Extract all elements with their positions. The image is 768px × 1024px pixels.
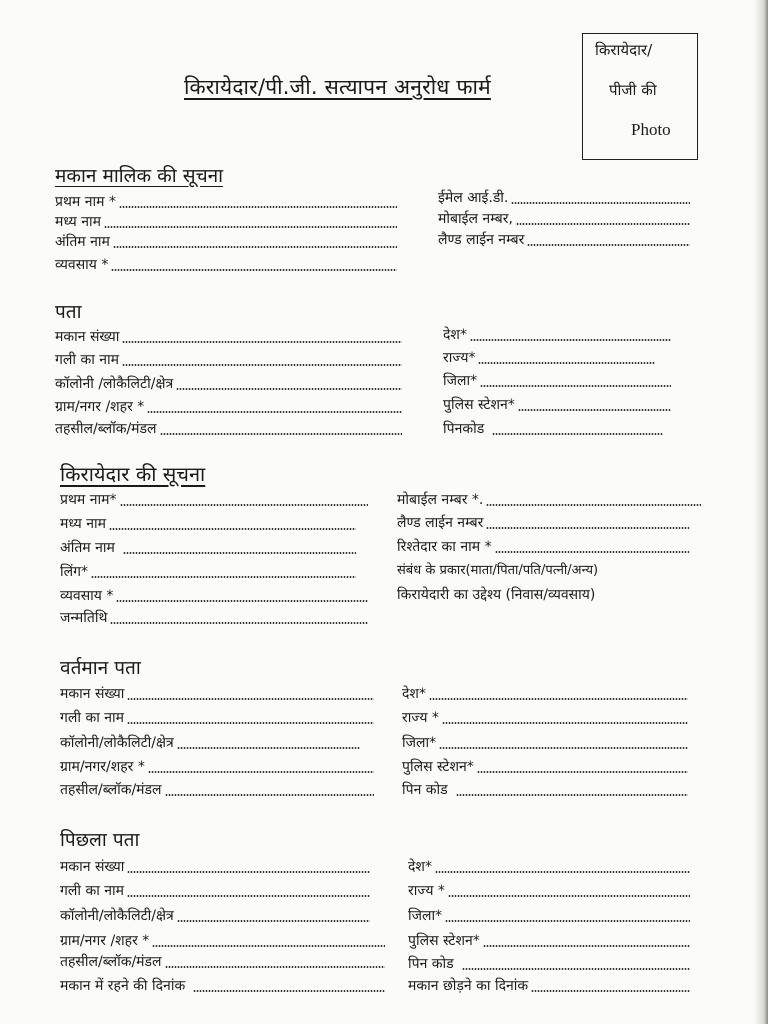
field-label: ग्राम/नगर/शहर * — [60, 759, 145, 775]
section-heading-current-address: वर्तमान पता — [60, 657, 141, 679]
field-tenant-mobile[interactable] — [397, 490, 701, 510]
field-tenant-relative-name[interactable] — [397, 537, 689, 557]
field-previous-pincode[interactable] — [408, 954, 690, 974]
field-label: ग्राम/नगर /शहर * — [55, 399, 145, 415]
field-landlord-email[interactable] — [438, 188, 690, 208]
field-label: पिन कोड — [408, 956, 454, 972]
field-label: मकान संख्या — [55, 329, 120, 345]
photo-box — [582, 33, 698, 160]
field-label: कॉलोनी/लोकैलिटी/क्षेत्र — [60, 735, 174, 751]
field-label: रिश्तेदार का नाम * — [397, 539, 492, 555]
field-address-district[interactable] — [443, 371, 671, 391]
field-label: मकान में रहने की दिनांक — [60, 978, 186, 994]
field-current-police-station[interactable] — [402, 757, 688, 777]
field-address-village[interactable] — [55, 397, 402, 417]
field-tenant-purpose[interactable] — [397, 585, 697, 605]
photo-box-line2: पीजी की — [609, 81, 657, 99]
section-heading-address: पता — [55, 301, 82, 323]
field-label: मकान संख्या — [60, 686, 125, 702]
photo-box-line1: किरायेदार/ — [595, 41, 653, 59]
form-title: किरायेदार/पी.जी. सत्यापन अनुरोध फार्म — [184, 75, 491, 99]
field-previous-residence-date[interactable] — [60, 976, 385, 996]
field-address-state[interactable] — [443, 348, 655, 368]
field-label: संबंध के प्रकार(माता/पिता/पति/पत्नी/अन्य) — [397, 563, 599, 578]
field-current-street[interactable] — [60, 708, 374, 728]
field-tenant-middle-name[interactable] — [60, 514, 356, 534]
field-label: तहसील/ब्लॉक/मंडल — [60, 954, 162, 970]
section-heading-landlord: मकान मालिक की सूचना — [55, 165, 224, 187]
field-label: पुलिस स्टेशन* — [443, 397, 515, 413]
field-current-district[interactable] — [402, 733, 688, 753]
field-previous-village[interactable] — [60, 931, 385, 951]
field-tenant-dob[interactable] — [60, 608, 368, 628]
field-label: ईमेल आई.डी. — [438, 190, 509, 206]
field-label: कॉलोनी /लोकैलिटी/क्षेत्र — [55, 376, 174, 392]
field-tenant-last-name[interactable] — [60, 538, 356, 558]
field-label: कॉलोनी/लोकैलिटी/क्षेत्र — [60, 908, 174, 924]
field-label: प्रथम नाम * — [55, 194, 116, 210]
field-label: तहसील/ब्लॉक/मंडल — [55, 421, 157, 437]
field-label: जिला* — [402, 735, 437, 751]
field-label: गली का नाम — [55, 352, 120, 368]
field-current-country[interactable] — [402, 684, 688, 704]
field-current-state[interactable] — [402, 708, 688, 728]
field-previous-house-number[interactable] — [60, 857, 370, 877]
field-previous-colony[interactable] — [60, 906, 370, 926]
field-address-house-number[interactable] — [55, 327, 402, 347]
field-label: लिंग* — [60, 564, 88, 580]
field-label: जिला* — [408, 908, 443, 924]
field-label: गली का नाम — [60, 710, 125, 726]
field-tenant-gender[interactable] — [60, 562, 356, 582]
field-label: मोबाईल नम्बर *. — [397, 492, 484, 508]
field-label: किरायेदारी का उद्देश्य (निवास/व्यवसाय) — [397, 587, 596, 603]
section-heading-previous-address: पिछला पता — [60, 829, 140, 851]
field-label: मकान संख्या — [60, 859, 125, 875]
scan-edge — [754, 0, 768, 1024]
field-address-police-station[interactable] — [443, 395, 671, 415]
field-label: मध्य नाम — [60, 516, 106, 532]
field-label: राज्य* — [443, 350, 476, 366]
field-label: व्यवसाय * — [60, 588, 114, 604]
field-label: राज्य * — [408, 883, 445, 899]
field-label: देश* — [443, 327, 467, 343]
field-current-house-number[interactable] — [60, 684, 374, 704]
field-tenant-landline[interactable] — [397, 513, 689, 533]
field-tenant-relation-type[interactable] — [397, 561, 697, 581]
field-label: ग्राम/नगर /शहर * — [60, 933, 150, 949]
field-landlord-first-name[interactable] — [55, 192, 397, 212]
photo-box-line3: Photo — [631, 120, 671, 139]
field-address-tehsil[interactable] — [55, 419, 402, 439]
field-current-colony[interactable] — [60, 733, 360, 753]
field-label: जिला* — [443, 373, 478, 389]
field-label: अंतिम नाम — [60, 540, 115, 556]
field-label: प्रथम नाम* — [60, 492, 117, 508]
field-label: अंतिम नाम — [55, 234, 110, 250]
field-label: तहसील/ब्लॉक/मंडल — [60, 782, 162, 798]
field-landlord-occupation[interactable] — [55, 255, 397, 275]
field-previous-street[interactable] — [60, 881, 370, 901]
field-address-country[interactable] — [443, 325, 671, 345]
field-label: पिन कोड — [402, 782, 448, 798]
field-current-pincode[interactable] — [402, 780, 688, 800]
field-label: देश* — [402, 686, 426, 702]
field-label: पुलिस स्टेशन* — [402, 759, 474, 775]
field-label: जन्मतिथि — [60, 610, 108, 626]
field-label: देश* — [408, 859, 432, 875]
field-label: मध्य नाम — [55, 214, 101, 230]
field-previous-police-station[interactable] — [408, 931, 690, 951]
section-heading-tenant: किरायेदार की सूचना — [60, 462, 206, 486]
field-address-street[interactable] — [55, 350, 402, 370]
field-previous-state[interactable] — [408, 881, 690, 901]
field-label: लैण्ड लाईन नम्बर — [397, 515, 484, 531]
field-current-village[interactable] — [60, 757, 374, 777]
field-label: व्यवसाय * — [55, 257, 109, 273]
field-landlord-mobile[interactable] — [438, 209, 690, 229]
field-landlord-last-name[interactable] — [55, 232, 397, 252]
field-label: लैण्ड लाईन नम्बर — [438, 232, 525, 248]
field-current-tehsil[interactable] — [60, 780, 374, 800]
field-address-pincode[interactable] — [443, 419, 663, 439]
field-label: राज्य * — [402, 710, 439, 726]
field-landlord-landline[interactable] — [438, 230, 690, 250]
field-label: मोबाईल नम्बर, — [438, 211, 513, 227]
field-previous-tehsil[interactable] — [60, 952, 385, 972]
field-tenant-first-name[interactable] — [60, 490, 368, 510]
field-tenant-occupation[interactable] — [60, 586, 368, 606]
field-label: गली का नाम — [60, 883, 125, 899]
field-label: पिनकोड — [443, 421, 485, 437]
field-previous-district[interactable] — [408, 906, 690, 926]
field-previous-country[interactable] — [408, 857, 690, 877]
field-address-colony[interactable] — [55, 374, 402, 394]
field-label: पुलिस स्टेशन* — [408, 933, 480, 949]
field-landlord-middle-name[interactable] — [55, 212, 397, 232]
field-label: मकान छोड़ने का दिनांक — [408, 978, 529, 994]
field-previous-leaving-date[interactable] — [408, 976, 690, 996]
